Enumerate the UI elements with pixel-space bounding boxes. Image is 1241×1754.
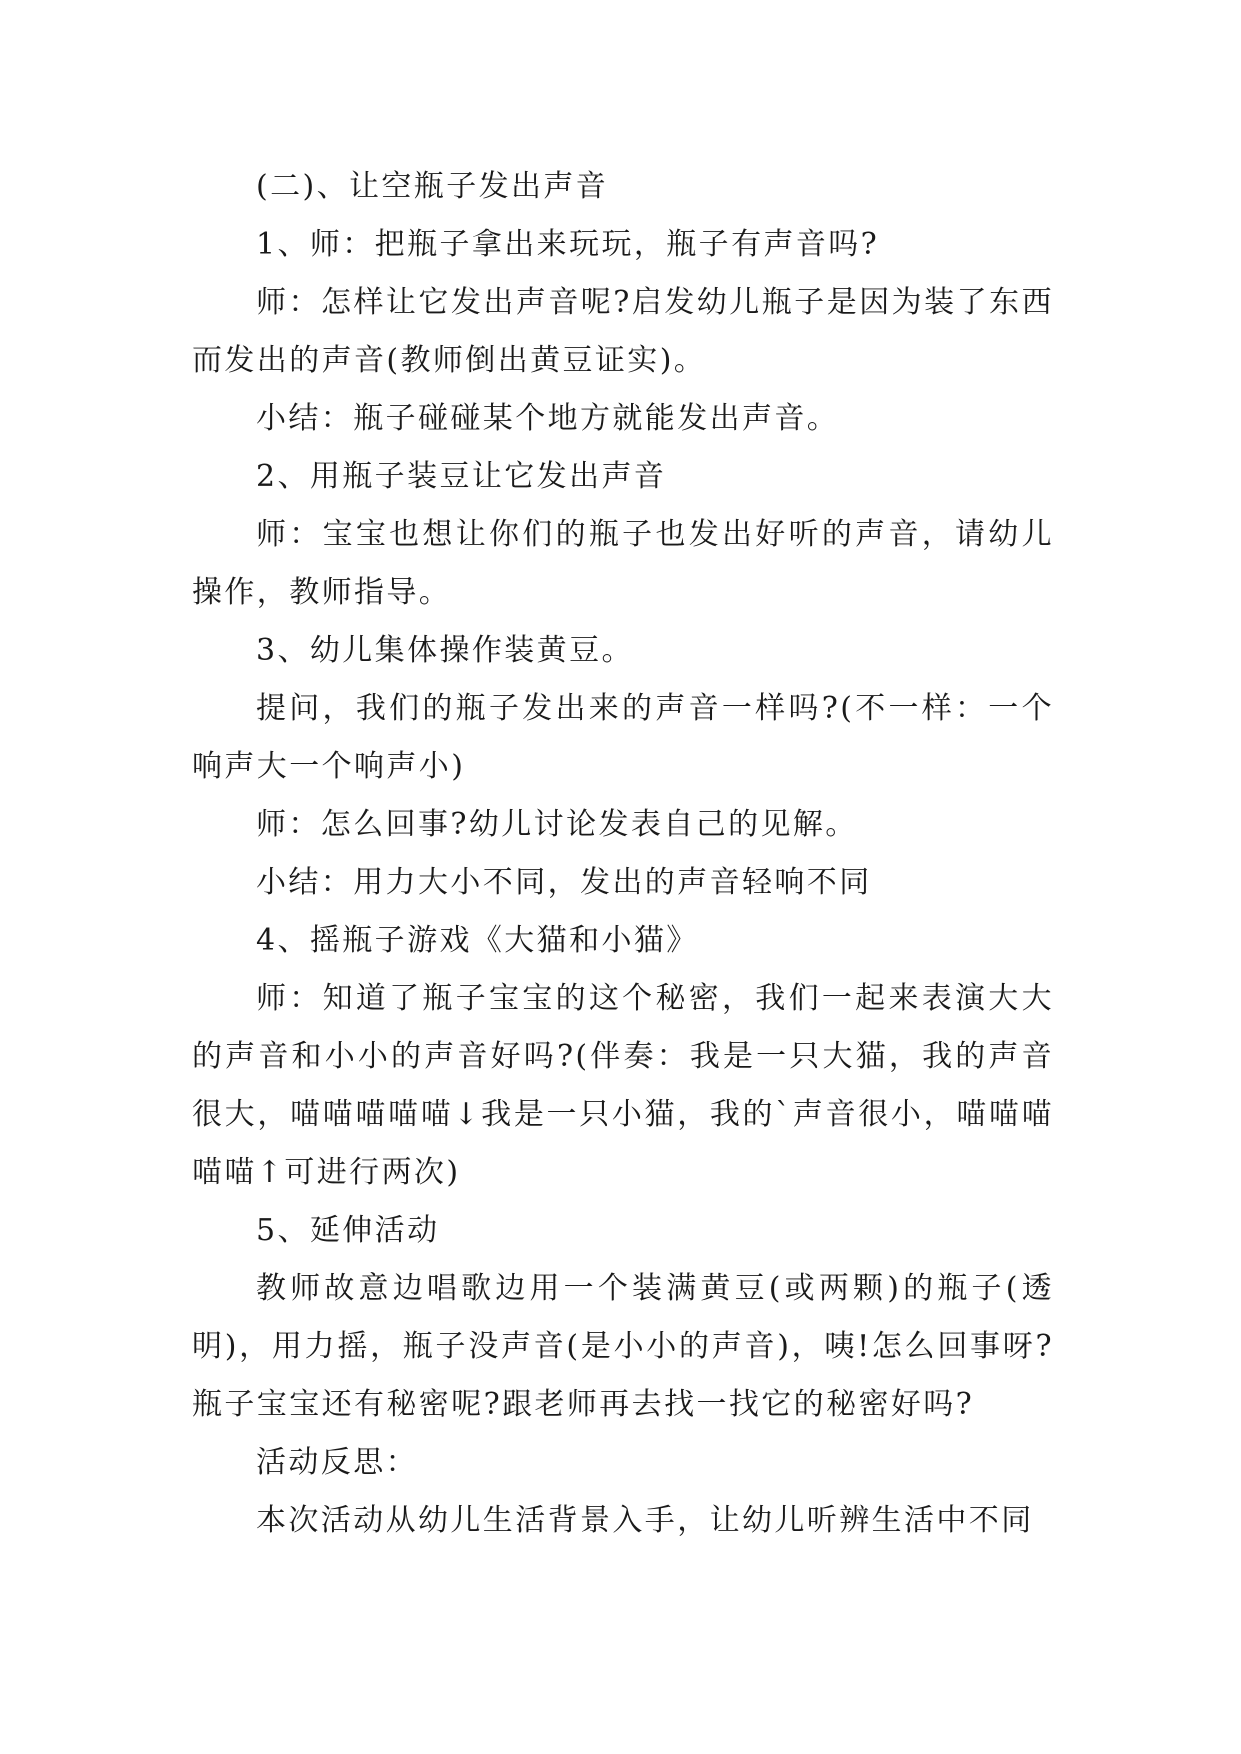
teacher-paragraph: 师：怎样让它发出声音呢?启发幼儿瓶子是因为装了东西而发出的声音(教师倒出黄豆证实)。 bbox=[192, 285, 1054, 378]
document-body bbox=[192, 158, 1054, 1550]
step-3-paragraph: 3、幼儿集体操作装黄豆。 bbox=[256, 633, 634, 668]
teacher-paragraph: 师：宝宝也想让你们的瓶子也发出好听的声音，请幼儿操作，教师指导。 bbox=[192, 517, 1054, 610]
step-1-paragraph: 1、师：把瓶子拿出来玩玩，瓶子有声音吗? bbox=[256, 227, 880, 262]
summary-paragraph: 小结：瓶子碰碰某个地方就能发出声音。 bbox=[256, 401, 840, 436]
question-paragraph: 提问，我们的瓶子发出来的声音一样吗?(不一样：一个响声大一个响声小) bbox=[192, 691, 1054, 784]
section-heading: (二)、让空瓶子发出声音 bbox=[256, 169, 609, 204]
step-5-paragraph: 5、延伸活动 bbox=[256, 1213, 440, 1248]
step-4-paragraph: 4、摇瓶子游戏《大猫和小猫》 bbox=[256, 923, 699, 958]
reflection-heading: 活动反思： bbox=[256, 1445, 418, 1480]
teacher-paragraph: 师：知道了瓶子宝宝的这个秘密，我们一起来表演大大的声音和小小的声音好吗?(伴奏：我是一只大猫，我的声音很大，喵喵喵喵喵↓我是一只小猫，我的`声音很小，喵喵喵喵喵↑可进行两次) bbox=[192, 981, 1054, 1190]
step-2-paragraph: 2、用瓶子装豆让它发出声音 bbox=[256, 459, 667, 494]
reflection-paragraph: 本次活动从幼儿生活背景入手，让幼儿听辨生活中不同 bbox=[256, 1503, 1034, 1538]
extension-paragraph: 教师故意边唱歌边用一个装满黄豆(或两颗)的瓶子(透明)，用力摇，瓶子没声音(是小小的声音)，咦!怎么回事呀?瓶子宝宝还有秘密呢?跟老师再去找一找它的秘密好吗? bbox=[192, 1271, 1054, 1422]
summary-paragraph: 小结：用力大小不同，发出的声音轻响不同 bbox=[256, 865, 872, 900]
teacher-paragraph: 师：怎么回事?幼儿讨论发表自己的见解。 bbox=[256, 807, 858, 842]
